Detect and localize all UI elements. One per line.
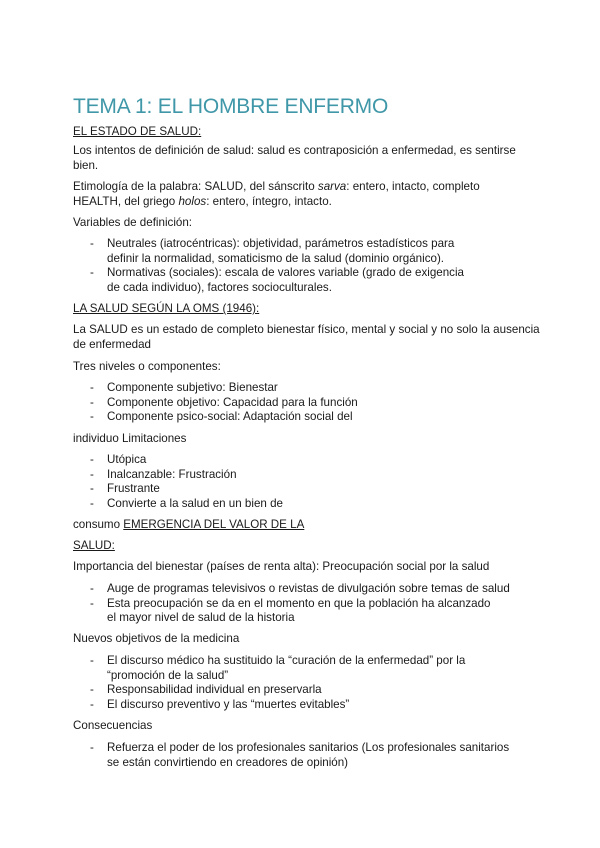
list-item [73, 468, 543, 483]
list-item [73, 683, 543, 698]
bullet-dash: - [90, 410, 94, 423]
list-item [73, 698, 543, 713]
list-item [73, 597, 543, 626]
list-item-line: El discurso médico ha sustituido la “curación de la enfermedad” por la [107, 654, 466, 667]
bullet-dash: - [90, 453, 94, 466]
italic-term: holos [178, 194, 207, 208]
list-item [73, 266, 543, 295]
text-run: Etimología de la palabra: SALUD, del sánscrito [73, 180, 318, 193]
consecuencias-list [73, 741, 543, 770]
section-heading-estado-salud: EL ESTADO DE SALUD: [73, 125, 202, 138]
list-item [73, 410, 543, 425]
list-item-line: el mayor nivel de salud de la historia [107, 611, 295, 624]
list-item-line: Responsabilidad individual en preservarla [107, 683, 322, 696]
text-run: HEALTH, del griego [73, 194, 179, 208]
list-item [73, 741, 543, 770]
paragraph-definition [73, 144, 543, 173]
list-item [73, 396, 543, 411]
list-item-line: “promoción de la salud” [107, 668, 229, 682]
bullet-dash: - [90, 654, 94, 667]
paragraph-line: de enfermedad [73, 337, 151, 351]
bullet-dash: - [90, 741, 94, 754]
list-item-text: Componente subjetivo: Bienestar [107, 381, 278, 394]
list-item-line: de cada individuo), factores socioculturales. [107, 280, 332, 294]
paragraph-etymology [73, 180, 543, 209]
list-item-line: Esta preocupación se da en el momento en que la población ha alcanzado [107, 596, 491, 610]
paragraph-consecuencias: Consecuencias [73, 719, 153, 732]
italic-term: sarva [317, 180, 347, 193]
section-heading-emergencia: EMERGENCIA DEL VALOR DE LA [123, 518, 305, 531]
list-item-text: Componente objetivo: Capacidad para la función [107, 395, 358, 409]
bullet-dash: - [90, 697, 94, 711]
list-item-line: Neutrales (iatrocéntricas): objetividad, parámetros estadísticos para [107, 237, 455, 250]
list-item [73, 482, 543, 497]
section-heading-salud: SALUD: [73, 539, 115, 552]
section-heading-oms: LA SALUD SEGÚN LA OMS (1946): [73, 302, 260, 315]
page-title: TEMA 1: EL HOMBRE ENFERMO [73, 95, 389, 118]
list-item-text: Convierte a la salud en un bien de [107, 496, 283, 510]
list-item [73, 237, 543, 266]
paragraph-line: bien. [73, 158, 99, 172]
list-item [73, 654, 543, 683]
paragraph-consumo [73, 518, 543, 533]
bullet-dash: - [90, 237, 94, 250]
list-item-line: Auge de programas televisivos o revistas de divulgación sobre temas de salud [107, 582, 510, 595]
bullet-dash: - [90, 266, 94, 279]
list-item-line: se están convirtiendo en creadores de opinión) [107, 755, 349, 769]
paragraph-line: Los intentos de definición de salud: salud es contraposición a enfermedad, es sentirse [73, 144, 516, 157]
importancia-list [73, 582, 543, 626]
bullet-dash: - [90, 596, 94, 610]
bullet-dash: - [90, 381, 94, 394]
variables-list [73, 237, 543, 295]
bullet-dash: - [90, 467, 94, 481]
text-run: : entero, intacto, completo [346, 180, 480, 193]
bullet-dash: - [90, 683, 94, 696]
paragraph-nuevos-objetivos: Nuevos objetivos de la medicina [73, 632, 240, 645]
list-item-line: El discurso preventivo y las “muertes evitables” [107, 697, 350, 711]
bullet-dash: - [90, 482, 94, 495]
bullet-dash: - [90, 496, 94, 510]
objetivos-list [73, 654, 543, 712]
componentes-list [73, 381, 543, 425]
list-item-text: Utópica [107, 453, 147, 466]
paragraph-oms-definition [73, 323, 543, 352]
list-item [73, 381, 543, 396]
list-item-text: Frustrante [107, 482, 160, 495]
paragraph-limitaciones: individuo Limitaciones [73, 432, 187, 445]
list-item-line: Normativas (sociales): escala de valores variable (grado de exigencia [107, 266, 465, 279]
list-item [73, 453, 543, 468]
bullet-dash: - [90, 395, 94, 409]
bullet-dash: - [90, 582, 94, 595]
list-item-text: Inalcanzable: Frustración [107, 467, 237, 481]
list-item-text: Componente psico-social: Adaptación social del [107, 410, 353, 423]
paragraph-variables: Variables de definición: [73, 216, 193, 229]
list-item [73, 582, 543, 597]
paragraph-line: La SALUD es un estado de completo bienestar físico, mental y social y no solo la ausencia [73, 323, 540, 336]
paragraph-tres-niveles: Tres niveles o componentes: [73, 360, 221, 373]
limitaciones-list [73, 453, 543, 511]
text-run: consumo [73, 518, 124, 531]
list-item-line: definir la normalidad, somaticismo de la salud (dominio orgánico). [107, 251, 445, 265]
text-run: : entero, íntegro, intacto. [206, 194, 332, 208]
paragraph-importancia: Importancia del bienestar (países de renta alta): Preocupación social por la salud [73, 560, 490, 573]
list-item-line: Refuerza el poder de los profesionales sanitarios (Los profesionales sanitarios [107, 741, 510, 754]
list-item [73, 497, 543, 512]
